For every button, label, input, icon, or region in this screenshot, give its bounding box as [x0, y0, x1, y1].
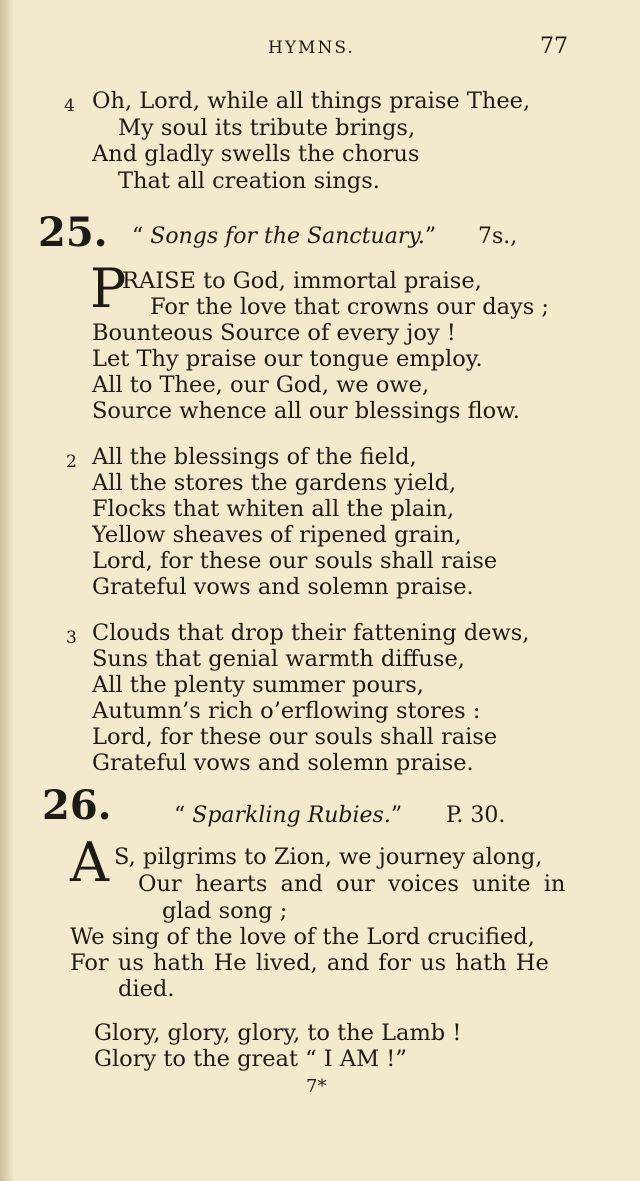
verse-line: For us hath He lived, and for us hath He [70, 950, 549, 976]
verse-line: S, pilgrims to Zion, we journey along, [114, 844, 543, 870]
verse-line: All the stores the gardens yield, [92, 470, 457, 496]
verse-line: Lord, for these our souls shall raise [92, 548, 498, 574]
running-header: HYMNS. [268, 38, 355, 58]
signature-mark: 7* [306, 1076, 327, 1097]
hymn-meter: 7s., [478, 224, 518, 249]
verse-line: And gladly swells the chorus [92, 141, 420, 167]
verse-line: Grateful vows and solemn praise. [92, 574, 474, 600]
chorus-line: Glory to the great “ I AM !” [94, 1046, 407, 1072]
verse-line: Yellow sheaves of ripened grain, [92, 522, 462, 548]
verse-line: For the love that crowns our days ; [150, 294, 550, 320]
hymn-meter: P. 30. [446, 803, 506, 828]
verse-line: All to Thee, our God, we owe, [92, 372, 430, 398]
verse-line: Autumn’s rich o’erflowing stores : [92, 698, 481, 724]
verse-line: We sing of the love of the Lord crucified, [70, 924, 535, 950]
stanza-number: 3 [66, 628, 77, 648]
hymn-number: 25. [38, 209, 108, 256]
drop-cap: A [70, 831, 109, 894]
verse-line: Grateful vows and solemn praise. [92, 750, 474, 776]
verse-line: Clouds that drop their fattening dews, [92, 620, 530, 646]
drop-cap: P [90, 257, 127, 320]
verse-line: glad song ; [162, 898, 288, 924]
chorus-line: Glory, glory, glory, to the Lamb ! [94, 1020, 462, 1046]
verse-line: died. [118, 976, 175, 1002]
hymn-number: 26. [42, 782, 112, 829]
stanza-number: 2 [66, 452, 77, 472]
verse-line: All the plenty summer pours, [92, 672, 424, 698]
verse-line: Let Thy praise our tongue employ. [92, 346, 483, 372]
verse-line: Source whence all our blessings flow. [92, 398, 520, 424]
verse-line: Suns that genial warmth diffuse, [92, 646, 465, 672]
verse-line: Oh, Lord, while all things praise Thee, [92, 88, 531, 114]
verse-line: My soul its tribute brings, [118, 115, 416, 141]
hymn-title: “ Sparkling Rubies.” [174, 803, 403, 828]
verse-line: All the blessings of the field, [92, 444, 417, 470]
verse-line: Flocks that whiten all the plain, [92, 496, 455, 522]
verse-line: RAISE to God, immortal praise, [122, 268, 482, 294]
stanza-number: 4 [64, 96, 75, 116]
verse-line: Our hearts and our voices unite in [138, 871, 566, 897]
verse-line: Bounteous Source of every joy ! [92, 320, 456, 346]
hymn-title: “ Songs for the Sanctuary.” [132, 224, 437, 249]
verse-line: Lord, for these our souls shall raise [92, 724, 498, 750]
page-number: 77 [540, 34, 568, 59]
verse-line: That all creation sings. [118, 168, 380, 194]
page-spine-shadow [0, 0, 14, 1181]
